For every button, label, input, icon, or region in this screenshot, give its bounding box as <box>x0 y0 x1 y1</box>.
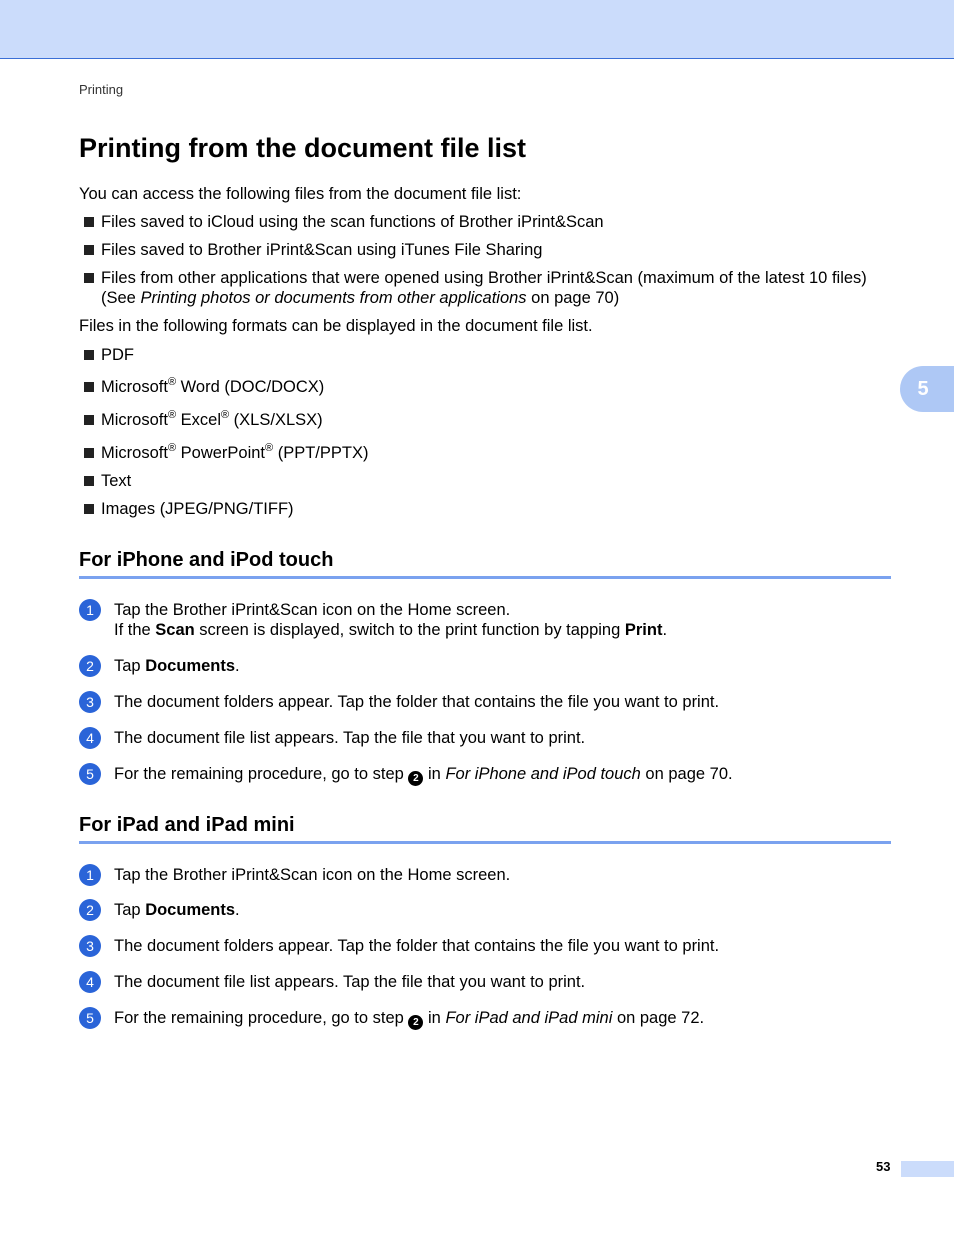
bullet-square-icon <box>84 273 94 283</box>
step-number-badge: 2 <box>79 655 101 677</box>
step-number-badge: 1 <box>79 599 101 621</box>
page-title: Printing from the document file list <box>79 133 527 163</box>
bullet-square-icon <box>84 350 94 360</box>
chapter-tab-label: 5 <box>917 377 929 400</box>
chapter-tab[interactable] <box>900 366 954 412</box>
formats-intro: Files in the following formats can be displayed in the document file list. <box>79 317 593 335</box>
bullet-square-icon <box>84 245 94 255</box>
step-number-badge: 2 <box>79 899 101 921</box>
reference-link[interactable]: Printing photos or documents from other applications <box>140 289 527 307</box>
step-number-badge: 5 <box>79 1007 101 1029</box>
bullet-square-icon <box>84 504 94 514</box>
step-number-badge: 4 <box>79 971 101 993</box>
bullet-square-icon <box>84 382 94 392</box>
bullet-square-icon <box>84 415 94 425</box>
step-number-badge: 3 <box>79 935 101 957</box>
step-number-badge: 1 <box>79 864 101 886</box>
header-band <box>0 0 954 59</box>
section-title-ipad: For iPad and iPad mini <box>79 814 891 844</box>
step-reference-icon: 2 <box>408 1015 423 1030</box>
reference-link[interactable]: For iPhone and iPod touch <box>445 765 641 783</box>
breadcrumb: Printing <box>79 82 124 97</box>
intro-text: You can access the following files from the document file list: <box>79 185 522 203</box>
step-number-badge: 5 <box>79 763 101 785</box>
bullet-square-icon <box>84 476 94 486</box>
footer-page-tab <box>901 1161 954 1177</box>
section-title-iphone: For iPhone and iPod touch <box>79 549 891 579</box>
reference-link[interactable]: For iPad and iPad mini <box>445 1009 613 1027</box>
bullet-square-icon <box>84 448 94 458</box>
bullet-square-icon <box>84 217 94 227</box>
cross-reference: (See Printing photos or documents from other applications on page 70) <box>101 289 620 307</box>
step-reference-icon: 2 <box>408 771 423 786</box>
page-number: 53 <box>876 1159 891 1174</box>
step-number-badge: 3 <box>79 691 101 713</box>
step-number-badge: 4 <box>79 727 101 749</box>
